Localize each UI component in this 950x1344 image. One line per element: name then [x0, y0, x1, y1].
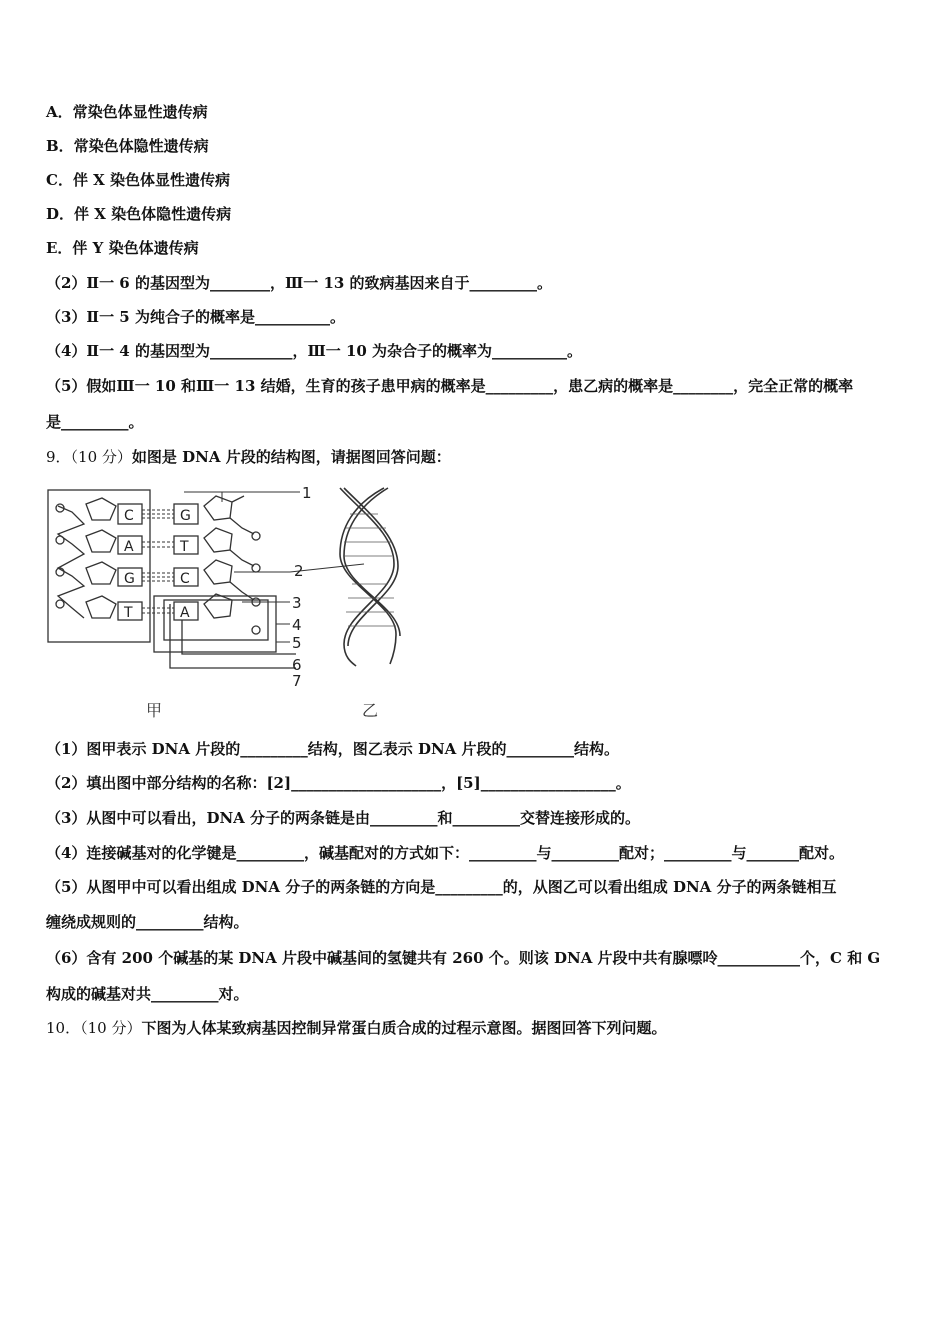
figure-label-jia: 甲	[146, 701, 163, 720]
q10-stem: 下图为人体某致病基因控制异常蛋白质合成的过程示意图。据图回答下列问题。	[141, 1019, 667, 1037]
q9-part-4: （4）连接碱基对的化学键是_________，碱基配对的方式如下：_________与_________配对；_________与_______配对。	[46, 844, 844, 862]
sugar-pentagon	[86, 498, 116, 520]
q9-part-5-cont: 缠绕成规则的_________结构。	[46, 913, 249, 931]
option-a: A．常染色体显性遗传病	[46, 103, 208, 121]
sugar-pentagon	[86, 562, 116, 584]
base-left-4: T	[124, 605, 133, 621]
label-3: 3	[292, 594, 302, 612]
base-right-1: G	[180, 508, 191, 524]
option-c: C．伴 X 染色体显性遗传病	[46, 171, 231, 189]
q8-part-5-cont: 是_________。	[46, 413, 144, 431]
q9-part-1: （1）图甲表示 DNA 片段的_________结构，图乙表示 DNA 片段的_________结构。	[46, 740, 620, 758]
sugar-pentagon	[86, 530, 116, 552]
option-b: B．常染色体隐性遗传病	[46, 137, 209, 155]
q9-number: 9．（10 分）	[46, 448, 132, 466]
label-4: 4	[292, 616, 302, 634]
q9-header	[46, 447, 451, 467]
q8-part-4: （4）Ⅱ一 4 的基因型为___________，Ⅲ一 10 为杂合子的概率为__________。	[46, 342, 583, 360]
figure-label-yi: 乙	[362, 701, 379, 720]
q8-part-5: （5）假如Ⅲ一 10 和Ⅲ一 13 结婚，生育的孩子患甲病的概率是_________，患乙病的概率是________，完全正常的概率	[46, 377, 854, 395]
base-right-4: A	[180, 605, 190, 621]
label-6: 6	[292, 656, 302, 674]
base-right-3: C	[180, 571, 190, 587]
left-strand-box	[48, 490, 150, 642]
base-left-1: C	[124, 508, 134, 524]
label-7: 7	[292, 672, 302, 690]
nucleotide-box	[154, 596, 276, 652]
option-e: E．伴 Y 染色体遗传病	[46, 239, 199, 257]
q10-header	[46, 1018, 666, 1038]
q9-part-6-cont: 构成的碱基对共_________对。	[46, 985, 249, 1003]
label-1: 1	[302, 484, 312, 502]
q9-stem: 如图是 DNA 片段的结构图，请据图回答问题：	[131, 448, 451, 466]
base-left-2: A	[124, 539, 134, 555]
base-right-2: T	[180, 539, 189, 555]
phosphate-circle	[56, 600, 64, 608]
label-2: 2	[294, 562, 304, 580]
dna-structure-figure	[44, 484, 414, 728]
q9-part-3: （3）从图中可以看出，DNA 分子的两条链是由_________和_________交替连接形成的。	[46, 809, 641, 827]
q9-part-2: （2）填出图中部分结构的名称：[2]____________________，[5]__________________。	[46, 774, 631, 792]
double-helix	[340, 488, 400, 666]
q9-part-6: （6）含有 200 个碱基的某 DNA 片段中碱基间的氢键共有 260 个。则该 DNA 片段中共有腺嘌呤___________个，C 和 G	[46, 949, 881, 967]
option-d: D．伴 X 染色体隐性遗传病	[46, 205, 232, 223]
phosphate-circle	[56, 536, 64, 544]
q8-part-3: （3）Ⅱ一 5 为纯合子的概率是__________。	[46, 308, 345, 326]
q10-number: 10．（10 分）	[46, 1019, 142, 1037]
sugar-pentagon	[86, 596, 116, 618]
base-left-3: G	[124, 571, 135, 587]
q9-part-5: （5）从图甲中可以看出组成 DNA 分子的两条链的方向是_________的，从图乙可以看出组成 DNA 分子的两条链相互	[46, 878, 837, 896]
label-5: 5	[292, 634, 302, 652]
q8-part-2: （2）Ⅱ一 6 的基因型为________，Ⅲ一 13 的致病基因来自于_________。	[46, 274, 553, 292]
